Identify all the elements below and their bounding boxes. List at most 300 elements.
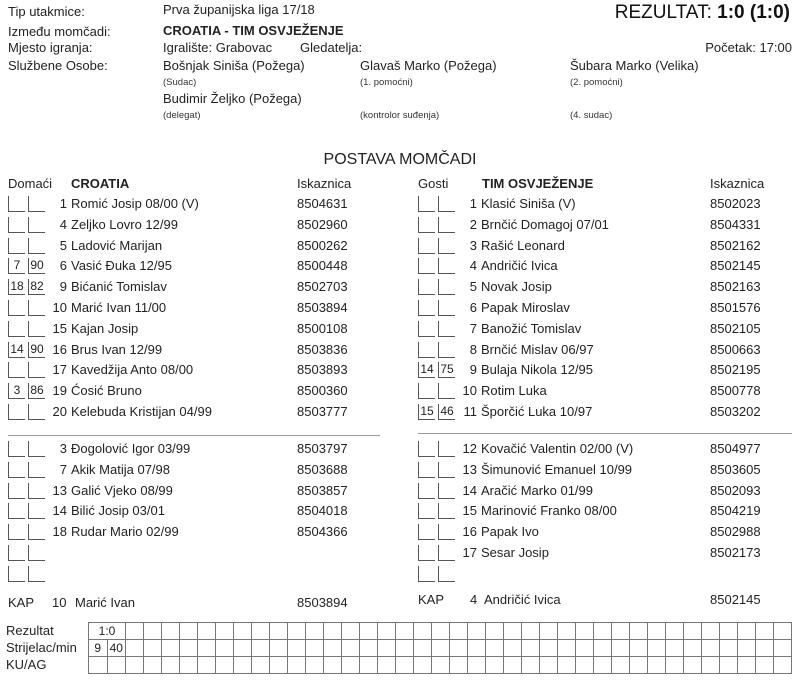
grid-cell (126, 640, 144, 657)
grid-cell (306, 623, 324, 640)
substitution-minute-box (28, 462, 45, 478)
grid-cell (702, 657, 720, 674)
grid-result-row (89, 623, 792, 640)
player-name: Rudar Mario 02/99 (71, 524, 179, 540)
official-controller-role: (kontrolor suđenja) (360, 110, 440, 121)
grid-cell (450, 623, 468, 640)
grid-cell (648, 623, 666, 640)
player-name: Sesar Josip (481, 545, 549, 560)
grid-cell (702, 640, 720, 657)
away-sub-row (418, 524, 798, 541)
footer-scorer-label: Strijelac/min (6, 640, 77, 655)
shirt-number: 14 (462, 482, 477, 498)
player-name: Kelebuda Kristijan 04/99 (71, 404, 212, 419)
substitution-minute-box (438, 503, 455, 519)
grid-cell (666, 640, 684, 657)
substitution-in-box (418, 217, 435, 233)
player-name: Zeljko Lovro 12/99 (71, 216, 178, 232)
substitution-in-box (418, 383, 435, 399)
grid-cell: 1:0 (89, 623, 126, 640)
home-starter-row (8, 362, 388, 379)
footer-result-label: Rezultat (6, 623, 54, 638)
player-name: Kajan Josip (71, 320, 139, 336)
grid-cell (720, 640, 738, 657)
grid-cell (252, 657, 270, 674)
grid-cell (594, 640, 612, 657)
away-starter-row (418, 238, 798, 255)
home-captain-id: 8503894 (297, 595, 348, 610)
grid-cell (360, 657, 378, 674)
player-name: Šporčić Luka 10/97 (481, 404, 593, 419)
player-name: Papak Ivo (481, 524, 539, 540)
away-sub-row (418, 503, 798, 520)
player-id: 8503688 (297, 461, 348, 477)
shirt-number: 8 (469, 341, 477, 357)
substitution-in-box (418, 342, 435, 358)
substitution-minute-box (438, 566, 455, 582)
grid-cell (180, 640, 198, 657)
grid-cell (234, 623, 252, 640)
substitution-in-box (418, 258, 435, 274)
grid-cell (612, 623, 630, 640)
substitution-minute-box (28, 238, 45, 254)
substitution-minute-box (28, 321, 45, 337)
substitution-minute-box (438, 217, 455, 233)
home-starter-row (8, 404, 388, 421)
grid-cell (180, 623, 198, 640)
player-id: 8504631 (297, 196, 348, 211)
away-id-label: Iskaznica (710, 176, 765, 191)
grid-cell (540, 640, 558, 657)
substitution-minute-box (438, 342, 455, 358)
player-name: Andričić Ivica (481, 258, 558, 274)
grid-cell (144, 640, 162, 657)
official-assistant1-role: (1. pomoćni) (360, 77, 413, 88)
grid-cell (774, 623, 792, 640)
player-name: Marić Ivan 11/00 (71, 300, 167, 315)
grid-cell (468, 623, 486, 640)
shirt-number: 17 (462, 545, 477, 560)
grid-cell (432, 623, 450, 640)
grid-cell (630, 640, 648, 657)
grid-cell (540, 623, 558, 640)
substitution-in-box (418, 321, 435, 337)
home-sub-row (8, 566, 388, 583)
substitution-minute-box: 75 (438, 362, 455, 378)
venue-label: Mjesto igranja: (8, 40, 93, 55)
player-id: 8500778 (710, 383, 761, 399)
grid-cell (342, 657, 360, 674)
substitution-in-box (418, 196, 435, 212)
substitution-minute-box (438, 441, 455, 457)
away-separator (418, 433, 792, 434)
grid-cell (522, 623, 540, 640)
teams-title: CROATIA - TIM OSVJEŽENJE (163, 23, 344, 38)
substitution-minute-box (28, 300, 45, 316)
home-starter-row (8, 238, 388, 255)
shirt-number: 6 (469, 300, 477, 315)
substitution-in-box (8, 462, 25, 478)
player-id: 8502703 (297, 279, 348, 295)
substitution-minute-box (28, 404, 45, 420)
substitution-in-box (418, 300, 435, 316)
substitution-minute-box (438, 300, 455, 316)
player-name: Šimunović Emanuel 10/99 (481, 461, 633, 477)
player-name: Kovačić Valentin 02/00 (V) (481, 441, 634, 456)
grid-cell (270, 657, 288, 674)
substitution-in-box (8, 483, 25, 499)
substitution-in-box (8, 503, 25, 519)
shirt-number: 16 (462, 524, 477, 540)
grid-cell (576, 657, 594, 674)
player-name: Galić Vjeko 08/99 (71, 482, 173, 498)
substitution-minute-box (28, 441, 45, 457)
shirt-number: 3 (59, 441, 67, 456)
grid-cell (216, 657, 234, 674)
substitution-minute-box (438, 483, 455, 499)
substitution-in-box (8, 300, 25, 316)
substitution-minute-box (438, 238, 455, 254)
substitution-in-box (8, 217, 25, 233)
player-id: 8500360 (297, 383, 348, 399)
official-assistant2-name: Šubara Marko (Velika) (570, 58, 699, 73)
lineup-title: POSTAVA MOMČADI (323, 151, 477, 168)
official-delegate-name: Budimir Željko (Požega) (163, 91, 302, 106)
player-name: Klasić Siniša (V) (481, 196, 576, 211)
player-name: Brnčić Mislav 06/97 (481, 341, 594, 357)
substitution-minute-box (28, 503, 45, 519)
player-id: 8502163 (710, 279, 761, 295)
grid-cell (576, 623, 594, 640)
away-captain-number: 4 (470, 592, 478, 607)
grid-cell (234, 640, 252, 657)
grid-cell (666, 657, 684, 674)
substitution-in-box: 15 (418, 404, 435, 420)
shirt-number: 12 (462, 441, 477, 456)
grid-cell (252, 623, 270, 640)
venue: Igralište: Grabovac (163, 40, 273, 55)
grid-cell (198, 623, 216, 640)
shirt-number: 4 (469, 258, 477, 274)
player-name: Kavedžija Anto 08/00 (71, 362, 194, 378)
player-name: Brnčić Domagoj 07/01 (481, 216, 609, 232)
substitution-in-box (8, 321, 25, 337)
grid-cell (126, 657, 144, 674)
grid-cell (414, 640, 432, 657)
player-id: 8504219 (710, 503, 761, 519)
official-referee-role: (Sudac) (163, 77, 197, 88)
shirt-number: 20 (52, 404, 67, 419)
substitution-in-box (418, 483, 435, 499)
grid-cell (144, 623, 162, 640)
result-header (615, 2, 790, 24)
substitution-in-box (418, 462, 435, 478)
home-sub-row (8, 524, 388, 541)
grid-cell (504, 640, 522, 657)
home-captain-number: 10 (52, 595, 67, 610)
grid-cell (504, 657, 522, 674)
player-id: 8500262 (297, 237, 348, 253)
grid-cell (684, 657, 702, 674)
grid-cell (522, 657, 540, 674)
substitution-minute-box (28, 217, 45, 233)
grid-cell (324, 657, 342, 674)
grid-cell (198, 657, 216, 674)
grid-cell (486, 657, 504, 674)
grid-cell (216, 640, 234, 657)
shirt-number: 10 (462, 383, 477, 399)
player-id: 8502195 (710, 362, 761, 378)
grid-cell (414, 657, 432, 674)
substitution-minute-box (438, 258, 455, 274)
away-captain-id: 8502145 (710, 592, 761, 607)
shirt-number: 14 (52, 503, 67, 519)
player-id: 8503202 (710, 404, 761, 419)
away-sub-row (418, 545, 798, 562)
grid-cell (432, 657, 450, 674)
official-fourth-role: (4. sudac) (570, 110, 613, 121)
substitution-minute-box: 90 (28, 342, 45, 358)
grid-cell (162, 657, 180, 674)
grid-cell (738, 657, 756, 674)
grid-cell (648, 640, 666, 657)
substitution-in-box (8, 196, 25, 212)
substitution-in-box (8, 566, 25, 582)
substitution-in-box (418, 441, 435, 457)
substitution-minute-box (28, 545, 45, 561)
home-starter-row (8, 196, 388, 213)
grid-cell (107, 657, 126, 674)
shirt-number: 7 (469, 320, 477, 336)
shirt-number: 10 (52, 300, 67, 315)
substitution-in-box (8, 238, 25, 254)
shirt-number: 19 (52, 383, 67, 399)
away-sub-row (418, 483, 798, 500)
away-starter-row (418, 258, 798, 275)
home-starter-row (8, 321, 388, 338)
player-name: Papak Miroslav (481, 300, 570, 315)
shirt-number: 9 (469, 362, 477, 378)
shirt-number: 3 (469, 237, 477, 253)
player-name: Ladović Marijan (71, 237, 163, 253)
grid-cell (540, 657, 558, 674)
player-id: 8504018 (297, 503, 348, 519)
grid-cell (414, 623, 432, 640)
grid-cell: 9 (89, 640, 108, 657)
player-name: Akik Matija 07/98 (71, 461, 170, 477)
grid-cell (522, 640, 540, 657)
shirt-number: 7 (59, 461, 67, 477)
result-label: REZULTAT: (614, 2, 712, 23)
substitution-in-box: 18 (8, 279, 25, 295)
player-name: Bilić Josip 03/01 (71, 503, 165, 519)
spectators-label: Gledatelja: (300, 40, 363, 55)
shirt-number: 15 (52, 320, 67, 336)
grid-cell (450, 640, 468, 657)
match-type: Prva županijska liga 17/18 (163, 2, 315, 17)
substitution-minute-box (28, 362, 45, 378)
grid-cell (198, 640, 216, 657)
substitution-minute-box (28, 196, 45, 212)
substitution-minute-box (438, 545, 455, 561)
grid-kuag-row (89, 657, 792, 674)
player-name: Vasić Đuka 12/95 (71, 258, 172, 274)
substitution-in-box: 3 (8, 383, 25, 399)
shirt-number: 1 (469, 196, 477, 211)
player-id: 8504977 (710, 441, 761, 456)
grid-cell (288, 623, 306, 640)
player-name: Banožić Tomislav (481, 320, 582, 336)
substitution-in-box (418, 238, 435, 254)
player-id: 8503777 (297, 404, 348, 419)
match-type-label: Tip utakmice: (8, 4, 85, 19)
home-captain-name: Marić Ivan (75, 595, 135, 610)
home-sub-row (8, 503, 388, 520)
shirt-number: 6 (59, 258, 67, 274)
substitution-minute-box: 90 (28, 258, 45, 274)
substitution-in-box (8, 524, 25, 540)
player-id: 8503605 (710, 461, 761, 477)
player-id: 8503893 (297, 362, 348, 378)
official-assistant1-name: Glavaš Marko (Požega) (360, 58, 497, 73)
substitution-minute-box: 82 (28, 279, 45, 295)
grid-cell (396, 657, 414, 674)
grid-cell (306, 640, 324, 657)
player-id: 8503836 (297, 341, 348, 357)
home-sub-row (8, 462, 388, 479)
substitution-in-box (418, 503, 435, 519)
player-id: 8502105 (710, 320, 761, 336)
away-captain-label: KAP (418, 592, 445, 607)
grid-cell (666, 623, 684, 640)
grid-cell (126, 623, 144, 640)
substitution-minute-box (438, 321, 455, 337)
result-value: 1:0 (1:0) (717, 2, 790, 23)
substitution-in-box (418, 545, 435, 561)
shirt-number: 9 (59, 279, 67, 295)
grid-cell (720, 623, 738, 640)
away-captain-name: Andričić Ivica (484, 592, 561, 607)
substitution-minute-box (438, 383, 455, 399)
grid-cell (432, 640, 450, 657)
shirt-number: 13 (52, 482, 67, 498)
substitution-in-box (8, 362, 25, 378)
substitution-in-box (418, 566, 435, 582)
grid-cell (162, 623, 180, 640)
grid-cell (630, 657, 648, 674)
shirt-number: 5 (59, 237, 67, 253)
player-name: Brus Ivan 12/99 (71, 341, 163, 357)
shirt-number: 1 (59, 196, 67, 211)
away-starter-row (418, 279, 798, 296)
grid-cell (89, 657, 108, 674)
player-name: Romić Josip 08/00 (V) (71, 196, 199, 211)
substitution-minute-box (438, 279, 455, 295)
home-sub-row (8, 545, 388, 562)
grid-cell (738, 640, 756, 657)
grid-cell (468, 640, 486, 657)
player-id: 8501576 (710, 300, 761, 315)
player-id: 8502173 (710, 545, 761, 560)
away-starter-row (418, 404, 798, 421)
away-sub-row (418, 441, 798, 458)
grid-cell (684, 640, 702, 657)
player-id: 8502960 (297, 216, 348, 232)
home-starter-row (8, 383, 388, 400)
grid-cell (558, 623, 576, 640)
player-id: 8503857 (297, 482, 348, 498)
grid-cell (612, 640, 630, 657)
home-side-label: Domaći (8, 176, 53, 191)
grid-cell (216, 623, 234, 640)
away-starter-row (418, 342, 798, 359)
grid-cell (594, 623, 612, 640)
player-id: 8504366 (297, 524, 348, 540)
grid-cell (558, 640, 576, 657)
substitution-in-box: 14 (8, 342, 25, 358)
shirt-number: 4 (59, 216, 67, 232)
official-delegate-role: (delegat) (163, 110, 201, 121)
grid-cell (270, 640, 288, 657)
shirt-number: 2 (469, 216, 477, 232)
player-id: 8502162 (710, 237, 761, 253)
player-id: 8503894 (297, 300, 348, 315)
substitution-in-box (8, 545, 25, 561)
substitution-in-box: 7 (8, 258, 25, 274)
grid-cell (342, 623, 360, 640)
grid-cell (702, 623, 720, 640)
player-id: 8502023 (710, 196, 761, 211)
player-id: 8500663 (710, 341, 761, 357)
score-grid (88, 622, 792, 674)
away-starter-row (418, 362, 798, 379)
shirt-number: 15 (462, 503, 477, 519)
grid-cell (486, 623, 504, 640)
shirt-number: 11 (463, 404, 477, 419)
substitution-minute-box (28, 483, 45, 499)
grid-cell (504, 623, 522, 640)
grid-cell (576, 640, 594, 657)
between-label: Između momčadi: (8, 24, 111, 39)
grid-cell (450, 657, 468, 674)
player-name: Bulaja Nikola 12/95 (481, 362, 594, 378)
grid-cell (594, 657, 612, 674)
grid-cell (468, 657, 486, 674)
away-side-label: Gosti (418, 176, 449, 191)
player-name: Bićanić Tomislav (71, 279, 167, 295)
shirt-number: 5 (469, 279, 477, 295)
grid-cell (648, 657, 666, 674)
home-separator (8, 435, 380, 436)
grid-cell (378, 657, 396, 674)
substitution-in-box: 14 (418, 362, 435, 378)
grid-cell (756, 657, 774, 674)
grid-cell (378, 640, 396, 657)
grid-cell (774, 640, 792, 657)
substitution-minute-box (438, 462, 455, 478)
home-sub-row (8, 441, 388, 458)
grid-cell (288, 640, 306, 657)
player-name: Aračić Marko 01/99 (481, 482, 593, 498)
away-sub-row (418, 566, 798, 583)
grid-cell (396, 640, 414, 657)
grid-cell (756, 623, 774, 640)
grid-cell (558, 657, 576, 674)
grid-cell (774, 657, 792, 674)
away-starter-row (418, 196, 798, 213)
grid-cell (324, 640, 342, 657)
substitution-in-box (8, 441, 25, 457)
